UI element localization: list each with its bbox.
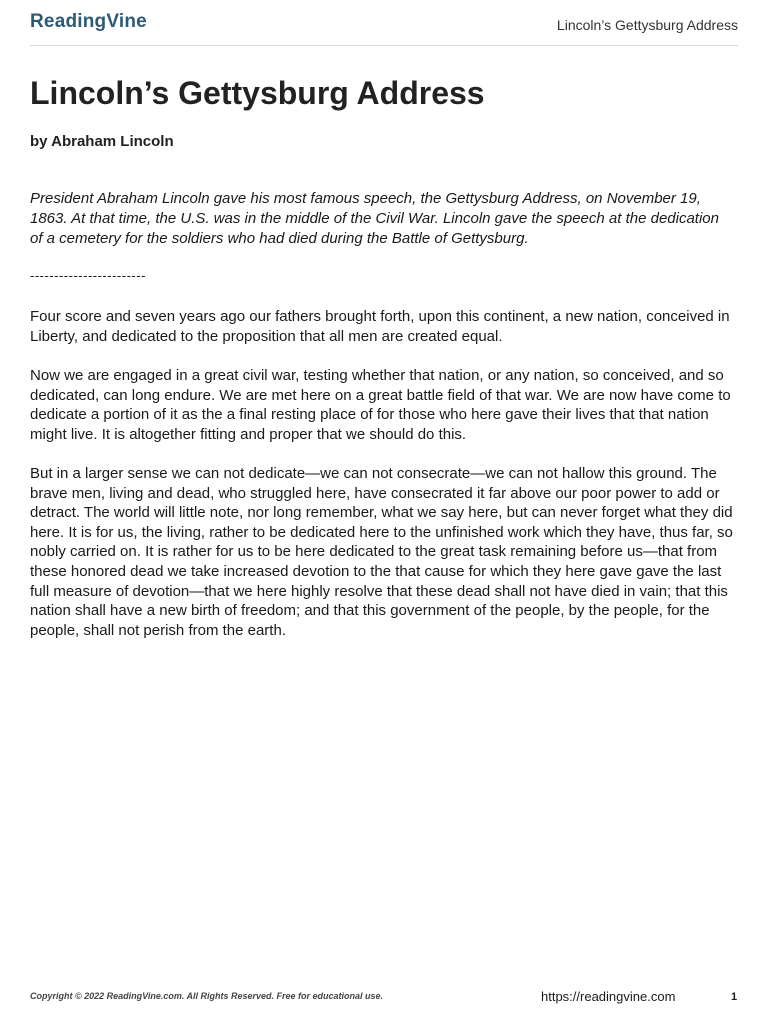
author-byline: by Abraham Lincoln [30,133,174,150]
footer-url-link[interactable]: https://readingvine.com [541,989,676,1004]
speech-paragraph-2: Now we are engaged in a great civil war, testing whether that nation, or any nation, so conceived, and so dedicated, can long endure. We are met here on a great battle field of that war. We are now have come to dedicate a portion of it as the a final resting place of for those who here gave their lives that that nation might live. It is altogether fitting and proper that we should do this. [30,367,731,443]
section-divider: ------------------------ [30,268,146,283]
intro-paragraph: President Abraham Lincoln gave his most famous speech, the Gettysburg Address, on November 19, 1863. At that time, the U.S. was in the middle of the Civil War. Lincoln gave the speech at the dedication of a cemetery for the soldiers who had died during the Battle of Gettysburg. [30,190,719,247]
footer-copyright: Copyright © 2022 ReadingVine.com. All Rights Reserved. Free for educational use. [30,991,384,1001]
page-title: Lincoln’s Gettysburg Address [30,75,485,111]
page-header [30,0,738,46]
readingvine-logo[interactable]: ReadingVine [30,11,147,32]
speech-paragraph-1: Four score and seven years ago our fathers brought forth, upon this continent, a new nation, conceived in Liberty, and dedicated to the proposition that all men are created equal. [30,308,730,345]
page-number: 1 [731,991,738,1003]
header-document-title: Lincoln’s Gettysburg Address [556,17,738,33]
speech-paragraph-3: But in a larger sense we can not dedicate—we can not consecrate—we can not hallow this ground. The brave men, living and dead, who struggled here, have consecrated it far above our poor power to add or detract. The world will little note, nor long remember, what we say here, but can never forget what they did here. It is for us, the living, rather to be dedicated here to the unfinished work which they have, thus far, so nobly carried on. It is rather for us to be here dedicated to the great task remaining before us—that from these honored dead we take increased devotion to the that cause for which they here gave gave the last full measure of devotion—that we here highly resolve that these dead shall not have died in vain; that this nation shall have a new birth of freedom; and that this government of the people, by the people, for the people, shall not perish from the earth. [30,465,733,639]
